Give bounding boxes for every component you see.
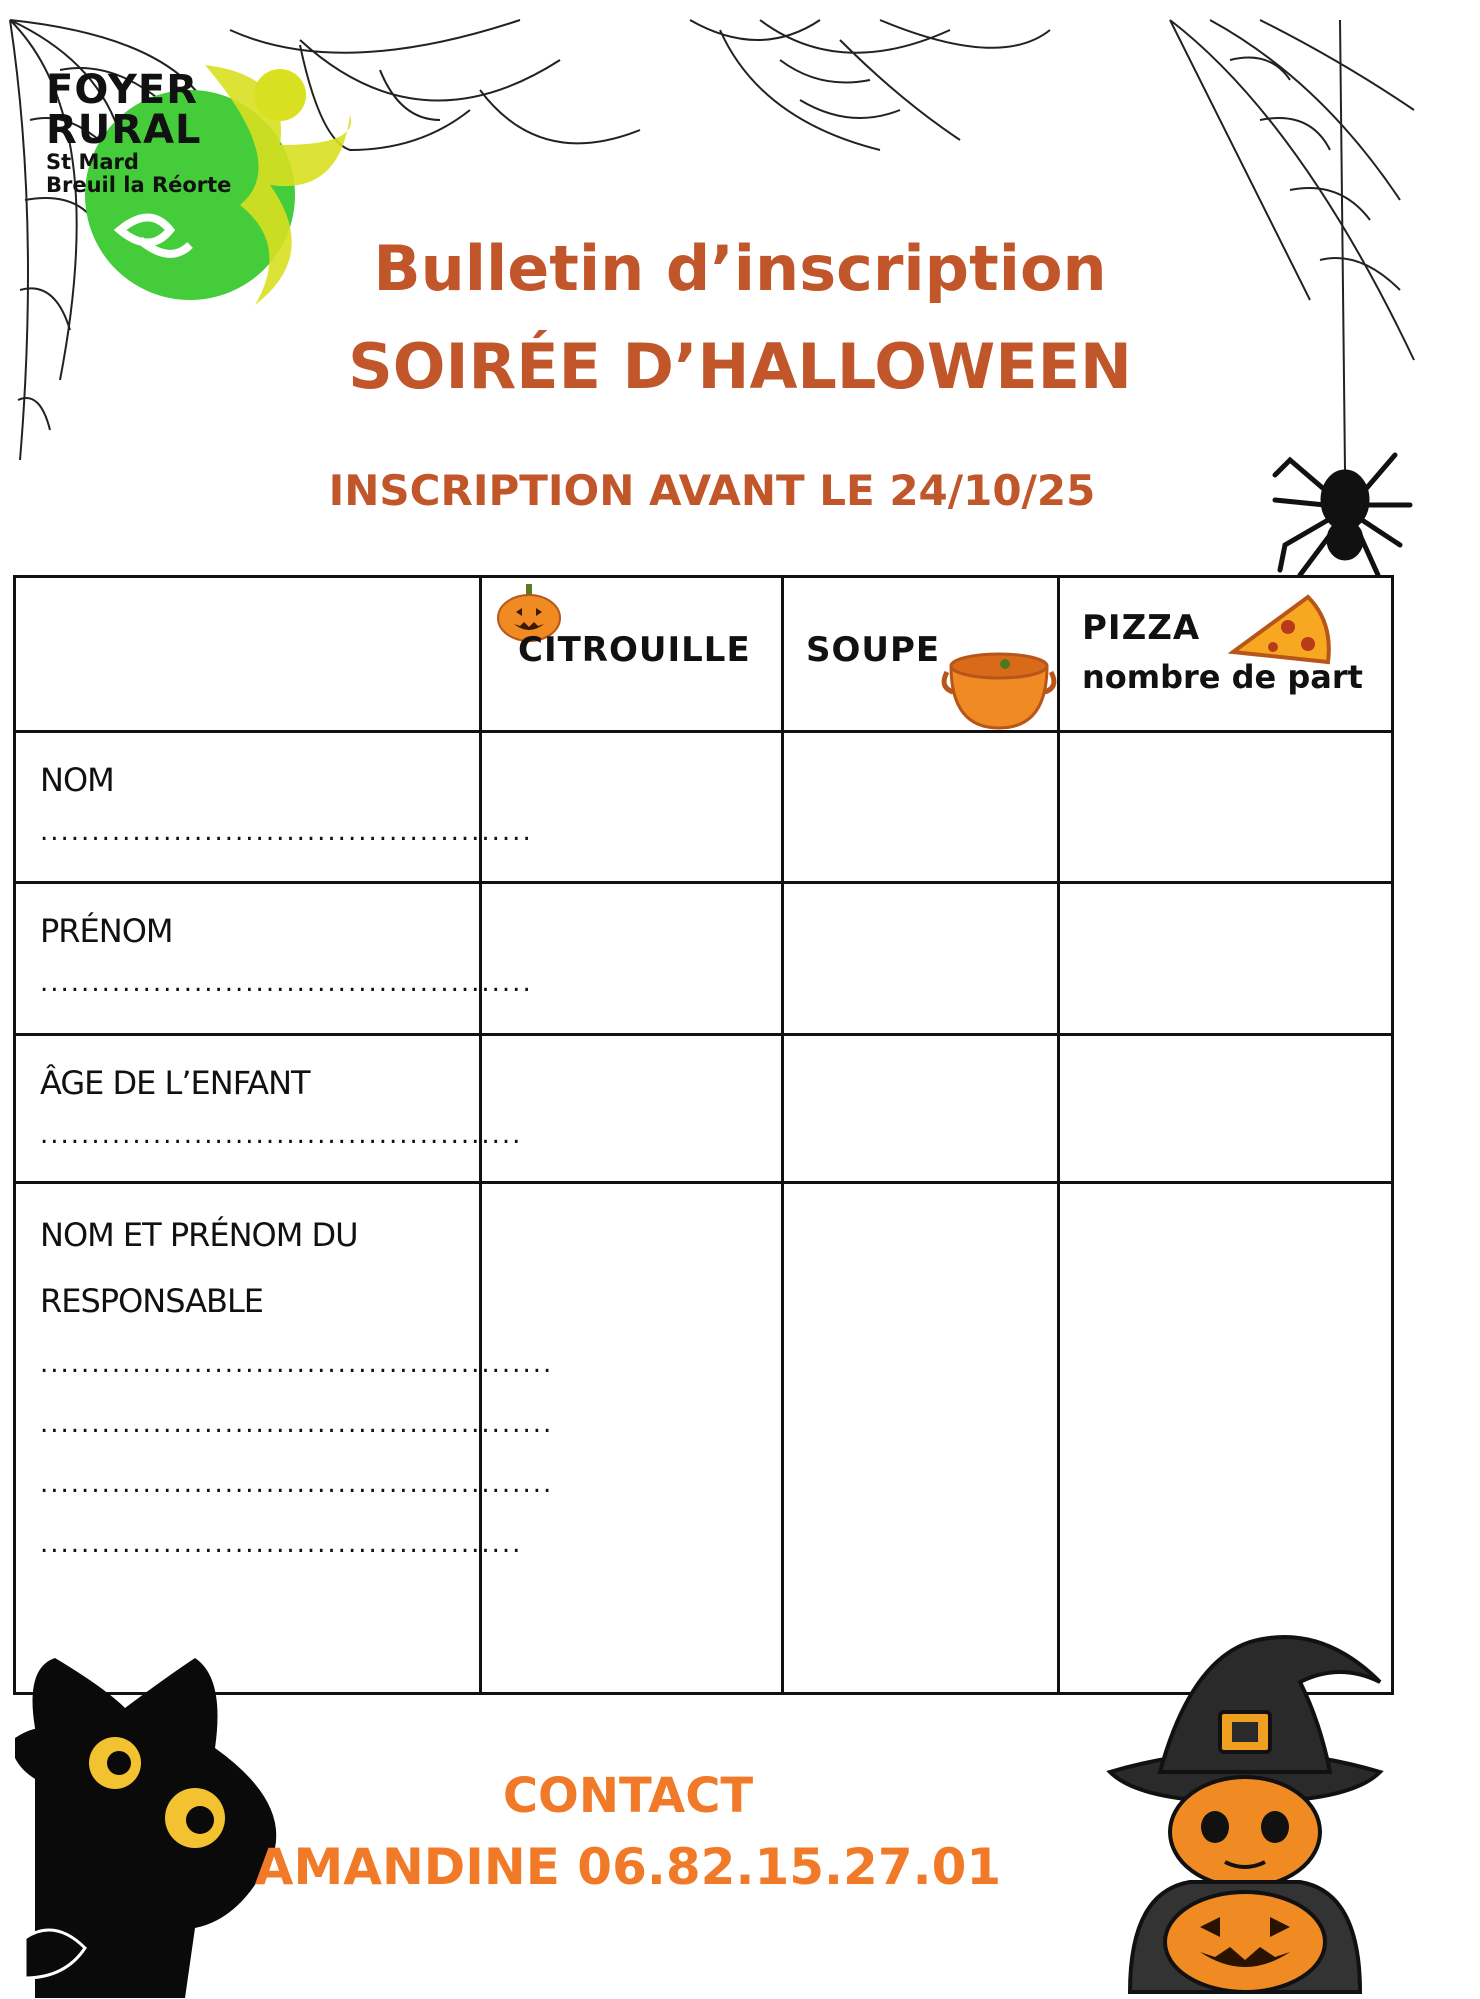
resp-label-line1: NOM ET PRÉNOM DU <box>40 1216 358 1254</box>
row-age-label <box>15 1035 523 1183</box>
resp-label-line2: RESPONSABLE <box>40 1282 263 1320</box>
resp-pizza-cell[interactable] <box>1059 1183 1393 1694</box>
logo-line-stmard: St Mard <box>46 150 139 174</box>
header-soupe <box>783 577 1059 732</box>
col-pizza-label: PIZZA <box>1082 608 1201 648</box>
logo-line-foyer: FOYER <box>46 67 198 113</box>
logo-text <box>46 67 232 197</box>
prenom-soupe-cell[interactable] <box>783 883 1059 1035</box>
age-soupe-cell[interactable] <box>783 1035 1059 1183</box>
logo-line-breuil: Breuil la Réorte <box>46 173 232 197</box>
resp-dotted-line-2[interactable]: .................................................. <box>40 1409 554 1439</box>
prenom-pizza-cell[interactable] <box>1059 883 1393 1035</box>
prenom-citrouille-cell[interactable] <box>481 883 783 1035</box>
resp-dotted-line-4[interactable]: ............................................... <box>40 1529 523 1559</box>
col-citrouille-label: CITROUILLE <box>518 630 751 670</box>
registration-table <box>13 575 1394 1695</box>
nom-label: NOM <box>40 761 114 799</box>
row-prenom-label <box>15 883 533 1035</box>
prenom-label: PRÉNOM <box>40 912 173 950</box>
event-title: SOIRÉE D’HALLOWEEN <box>348 330 1132 403</box>
logo-line-rural: RURAL <box>46 107 202 153</box>
header-empty-cell <box>15 577 481 732</box>
age-citrouille-cell[interactable] <box>481 1035 783 1183</box>
nom-pizza-cell[interactable] <box>1059 732 1393 883</box>
contact-label: CONTACT <box>502 1768 754 1824</box>
header-pizza <box>1059 577 1393 732</box>
col-pizza-sub: nombre de part <box>1082 658 1363 696</box>
nom-dotted-line[interactable]: ................................................ <box>40 817 533 847</box>
form-title: Bulletin d’inscription <box>373 232 1107 305</box>
row-responsable-label <box>15 1183 554 1694</box>
nom-soupe-cell[interactable] <box>783 732 1059 883</box>
age-pizza-cell[interactable] <box>1059 1035 1393 1183</box>
resp-soupe-cell[interactable] <box>783 1183 1059 1694</box>
pizza-slice-icon <box>1228 592 1338 672</box>
age-dotted-line[interactable]: ............................................... <box>40 1120 523 1150</box>
col-soupe-label: SOUPE <box>806 630 941 670</box>
nom-citrouille-cell[interactable] <box>481 732 783 883</box>
resp-dotted-line-1[interactable]: .................................................. <box>40 1349 554 1379</box>
row-nom-label <box>15 732 533 883</box>
contact-phone[interactable]: AMANDINE 06.82.15.27.01 <box>254 1838 1002 1896</box>
deadline-text: INSCRIPTION AVANT LE 24/10/25 <box>328 466 1096 515</box>
soup-pot-icon <box>939 642 1059 732</box>
resp-dotted-line-3[interactable]: .................................................. <box>40 1469 554 1499</box>
header-citrouille <box>481 577 783 732</box>
age-label: ÂGE DE L’ENFANT <box>40 1064 310 1102</box>
prenom-dotted-line[interactable]: ................................................ <box>40 968 533 998</box>
